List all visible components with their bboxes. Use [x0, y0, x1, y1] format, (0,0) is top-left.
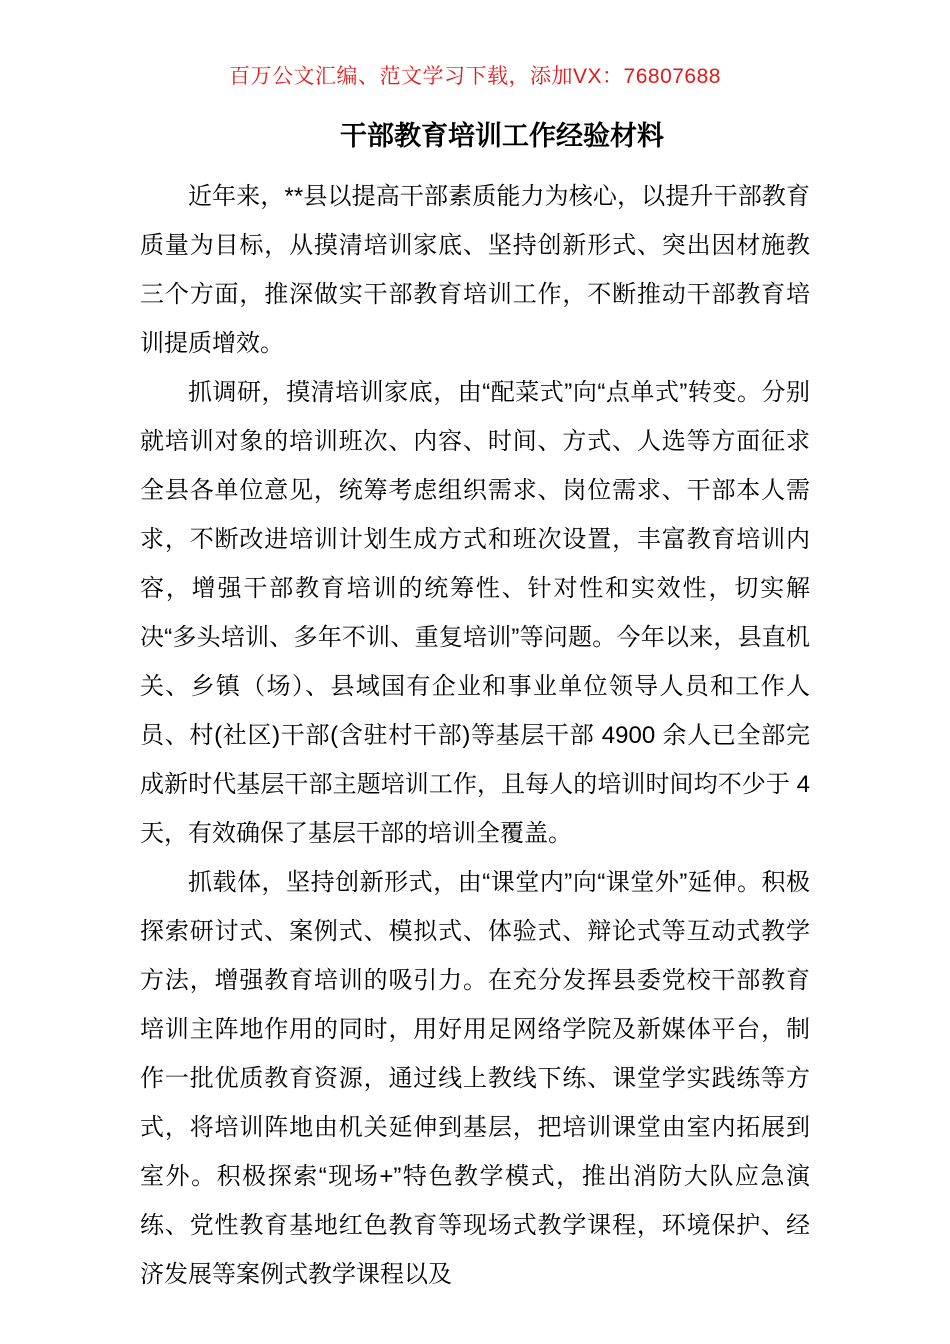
paragraph: 抓载体，坚持创新形式，由“课堂内”向“课堂外”延伸。积极探索研讨式、案例式、模拟式、体验式、辩论式等互动式教学方法，增强教育培训的吸引力。在充分发挥县委党校干部教育培训主阵地作用的同时，用好用足网络学院及新媒体平台，制作一批优质教育资源，通过线上教线下练、课堂学实践练等方式，将培训阵地由机关延伸到基层，把培训课堂由室内拓展到室外。积极探索“现场+”特色教学模式，推出消防大队应急演练、党性教育基地红色教育等现场式教学课程，环境保护、经济发展等案例式教学课程以及: [140, 869, 810, 1288]
promo-notice-line: 百万公文汇编、范文学习下载，添加VX：76807688: [229, 65, 721, 88]
document-title: 干部教育培训工作经验材料: [340, 121, 664, 151]
paragraph: 抓调研，摸清培训家底，由“配菜式”向“点单式”转变。分别就培训对象的培训班次、内容、时间、方式、人选等方面征求全县各单位意见，统筹考虑组织需求、岗位需求、干部本人需求，不断改进培训计划生成方式和班次设置，丰富教育培训内容，增强干部教育培训的统筹性、针对性和实效性，切实解决“多头培训、多年不训、重复培训”等问题。今年以来，县直机关、乡镇（场）、县域国有企业和事业单位领导人员和工作人员、村(社区)干部(含驻村干部)等基层干部 4900 余人已全部完成新时代基层干部主题培训工作，且每人的培训时间均不少于 4 天，有效确保了基层干部的培训全覆盖。: [140, 379, 810, 847]
document-body: [140, 172, 810, 1299]
paragraph: 近年来，**县以提高干部素质能力为核心，以提升干部教育质量为目标，从摸清培训家底、坚持创新形式、突出因材施教三个方面，推深做实干部教育培训工作，不断推动干部教育培训提质增效。: [140, 183, 810, 357]
